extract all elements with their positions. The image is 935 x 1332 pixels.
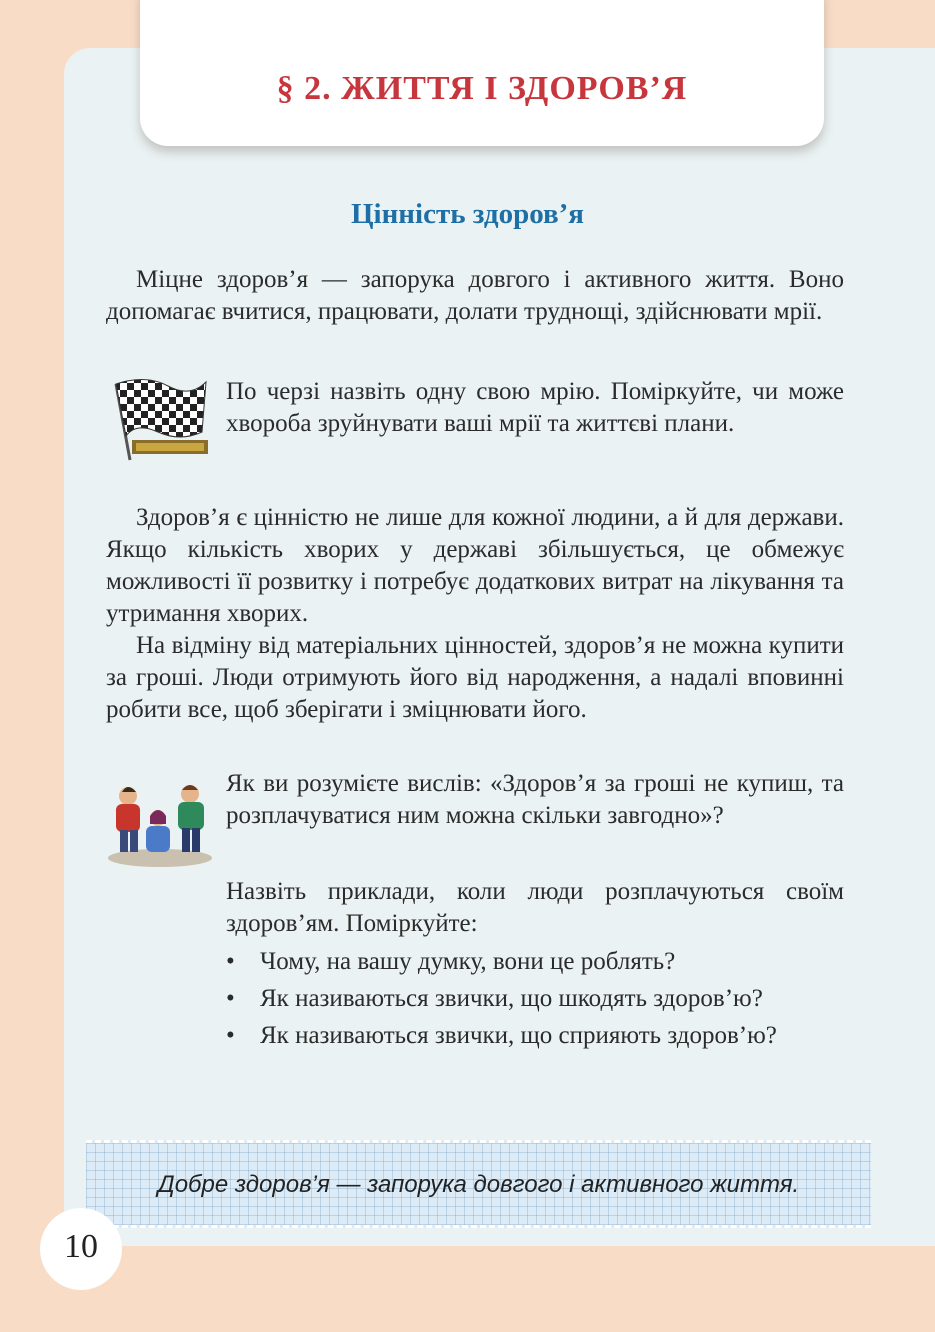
list-item: [226, 946, 844, 978]
bullet-marker: •: [226, 1022, 235, 1049]
paragraph-2: Здоров’я є цінністю не лише для кожної людини, а й для держави. Якщо кількість хворих у державі збільшується, це обмежує можливості її розвитку і потребує додаткових витрат на лікування та утримання хворих.: [106, 504, 844, 627]
bullet-marker: •: [226, 985, 235, 1012]
checkered-flag-icon: [106, 376, 210, 466]
page-number-badge: [40, 1208, 122, 1290]
page-title: § 2. ЖИТТЯ І ЗДОРОВ’Я: [276, 70, 688, 107]
task-proverb: Як ви розумієте вислів: «Здоров’я за гроші не купиш, та розплачуватися ним можна скільки завгодно»?: [226, 770, 844, 829]
summary-note: [86, 1140, 871, 1228]
paragraph-1: Міцне здоров’я — запорука довгого і активного життя. Воно допомагає вчитися, працювати, долати труднощі, здійснювати мрії.: [106, 266, 844, 325]
list-item: [226, 983, 844, 1015]
paragraph-3: На відміну від матеріальних цінностей, здоров’я не можна купити за гроші. Люди отримують його від народження, а надалі вповинні робити все, щоб зберігати і зміцнювати його.: [106, 632, 844, 723]
list-item: [226, 1020, 844, 1052]
task-dream: По черзі назвіть одну свою мрію. Поміркуйте, чи може хвороба зруйнувати ваші мрії та життєві плани.: [226, 378, 844, 437]
discussion-group-icon: [104, 778, 216, 870]
list-item-text: Як називаються звички, що сприяють здоров’ю?: [260, 1022, 777, 1049]
title-card: [140, 0, 824, 146]
list-item-text: Чому, на вашу думку, вони це роблять?: [260, 948, 676, 975]
question-list: [226, 946, 844, 1057]
summary-note-text: Добре здоров’я — запорука довгого і активного життя.: [157, 1171, 800, 1198]
task-examples: Назвіть приклади, коли люди розплачуються своїм здоров’ям. Поміркуйте:: [226, 878, 844, 937]
section-subtitle: Цінність здоров’я: [350, 198, 584, 230]
list-item-text: Як називаються звички, що шкодять здоров’ю?: [260, 985, 763, 1012]
page-number: 10: [64, 1228, 98, 1265]
bullet-marker: •: [226, 948, 235, 975]
